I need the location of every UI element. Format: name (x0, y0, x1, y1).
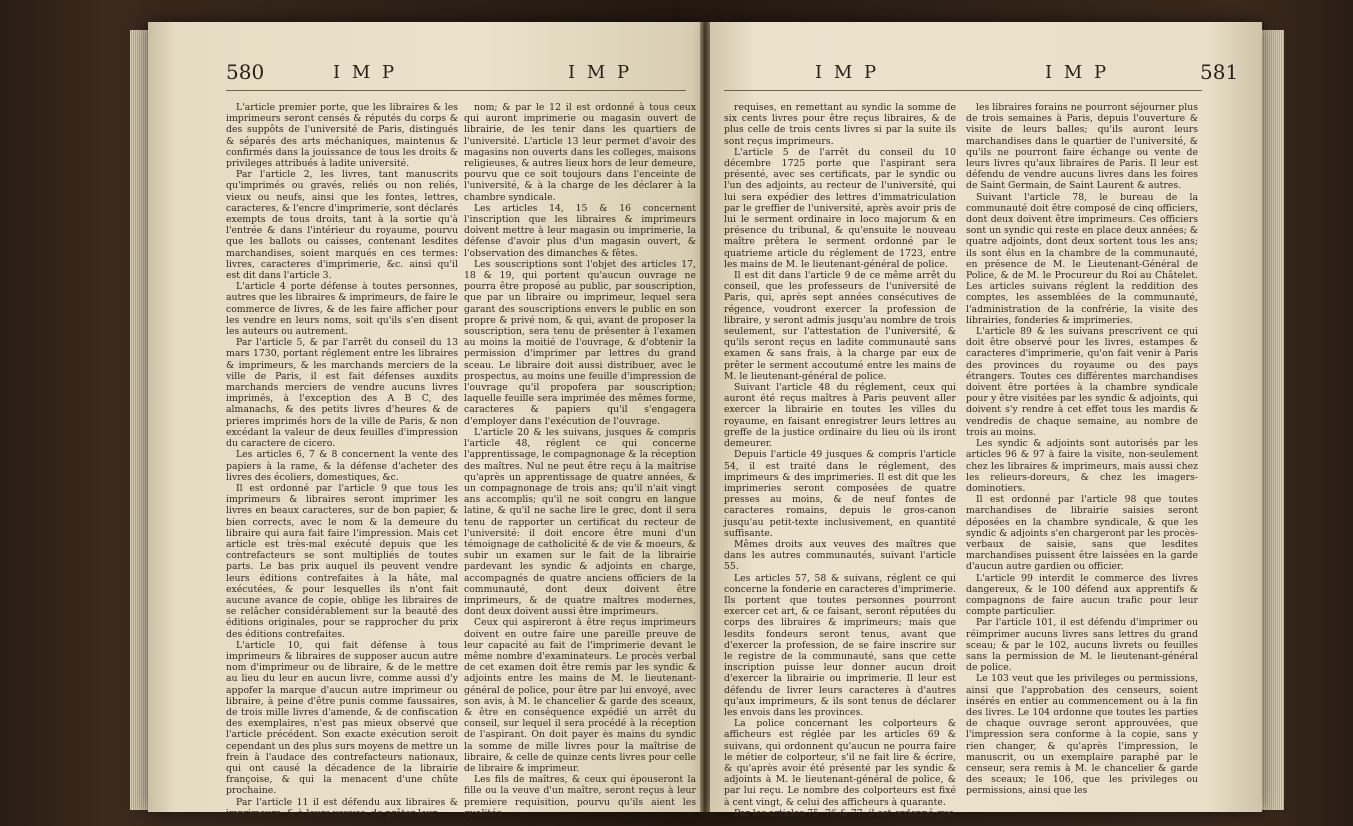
paragraph: Les fils de maîtres, & ceux qui épouseront la fille ou la veuve d'un maître, seront reçus à leur premiere requisition, pourvu qu'ils aient les qualités (464, 774, 696, 819)
running-head: I M P (1045, 62, 1110, 83)
paragraph: Par l'article 2, les livres, tant manuscrits qu'imprimés ou gravés, reliés ou non reliés, vieux ou neufs, ainsi que les fontes, lettres, caracteres, & l'encre d'imprimerie, sont déclarés exempts de tous droits, tant à la sortie qu'à l'entrée & dans l'intérieur du royaume, pourvu que les ballots ou caisses, contenant lesdites marchandises, soient marqués en ces termes: livres, caracteres d'imprimerie, &c. ainsi qu'il est dit dans l'article 3. (226, 169, 458, 282)
paragraph: L'article 10, qui fait défense à tous imprimeurs & libraires de supposer aucun autre nom d'imprimeur ou de libraire, & de le mettre au lieu du leur en aucun livre, comme aussi d'y appofer la marque d'aucun autre imprimeur ou libraire, à peine d'être punis comme faussaires, de trois mille livres d'amende, & de confiscation des exemplaires, n'est pas mieux observé que l'article précédent. Son exacte exécution seroit cependant un des plus surs moyens de mettre un frein à l'audace des contrefacteurs nationaux, qui ont causé la décadence de la librairie françoise, & qui la menacent d'une chûte prochaine. (226, 639, 458, 797)
paragraph: Mêmes droits aux veuves des maîtres que dans les autres communautés, suivant l'article 55. (724, 538, 956, 573)
paragraph: Par l'article 101, il est défendu d'imprimer ou réimprimer aucuns livres sans lettres du grand sceau; & par le 102, aucuns livrets ou feuilles sans la permission de M. le lieutenant-général de police. (966, 617, 1198, 674)
paragraph: Il est ordonné par l'article 98 que toutes marchandises de librairie saisies seront déposées en la chambre syndicale, & que les syndic & adjoints s'en chargeront par les procès-verbaux de saisie, sans que lesdites marchandises puissent être laissées en la garde d'aucun autre gardien ou officier. (966, 494, 1198, 573)
paragraph: L'article premier porte, que les libraires & les imprimeurs seront censés & réputés du corps & des suppôts de l'université de Paris, distingués & séparés des arts méchaniques, maintenus & confirmés dans la jouissance de tous les droits & privileges attribués à ladite université. (226, 102, 458, 170)
paragraph: les libraires forains ne pourront séjourner plus de trois semaines à Paris, depuis l'ouverture & visite de leurs balles; qu'ils auront leurs marchandises dans le quartier de l'université, & qu'ils ne pourront faire échange ou vente de leurs livres qu'aux libraires de Paris. Il leur est défendu de vendre aucuns livres dans les foires de Saint Germain, de Saint Laurent & autres. (966, 102, 1198, 192)
running-head: I M P (815, 62, 880, 83)
text-column-1 (226, 102, 458, 822)
paragraph: L'article 4 porte défense à toutes personnes, autres que les libraires & imprimeurs, de faire le commerce de livres, & de les faire afficher pour les vendre en leurs noms, soit qu'ils s'en disent les auteurs ou autrement. (226, 281, 458, 338)
text-column-2 (966, 102, 1198, 822)
paragraph: Il est ordonné par l'article 9 que tous les imprimeurs & libraires seront imprimer les livres en beaux caracteres, sur de bon papier, & bien corrects, avec le nom & la demeure du libraire qui aura fait faire l'impression. Mais cet article est très-mal exécuté depuis que les contrefacteurs se sont multipliés de toutes parts. Le bas prix auquel ils peuvent vendre leurs éditions contrefaites à la hâte, mal exécutées, & pour lesquelles ils n'ont fait aucune avance de copie, oblige les libraires de se relâcher considérablement sur la beauté des éditions originales, pour se rapprocher du prix des éditions contrefaites. (226, 482, 458, 640)
paragraph: Les articles 14, 15 & 16 concernent l'inscription que les libraires & imprimeurs doivent mettre à leur magasin ou imprimerie, la défense d'avoir plus d'un magasin ouvert, & l'observation des dimanches & fêtes. (464, 202, 696, 259)
header-rule (724, 90, 1202, 91)
running-head: I M P (568, 62, 633, 83)
right-page (710, 22, 1262, 819)
header-rule (226, 90, 686, 91)
paragraph: Suivant l'article 78, le bureau de la communauté doit être composé de cinq officiers, dont deux doivent être imprimeurs. Ces officiers sont un syndic qui reste en place deux années; & quatre adjoints, dont deux sortent tous les ans; ils sont élus en la chambre de la communauté, en présence de M. le Lieutenant-Général de Police, & de M. le Procureur du Roi au Châtelet. Les articles suivans réglent la reddition des comptes, les assemblées de la communauté, l'administration de la confrérie, la visite des librairies, fonderies & imprimeries. (966, 191, 1198, 326)
book-gutter (700, 22, 710, 812)
paragraph: L'article 99 interdit le commerce des livres dangereux, & le 100 défend aux apprentifs & compagnons de faire aucun trafic pour leur compte particulier. (966, 572, 1198, 618)
paragraph: requises, en remettant au syndic la somme de six cents livres pour être reçus libraires, & de plus celle de trois cents livres si par la suite ils sont reçus imprimeurs. (724, 102, 956, 147)
paragraph: La police concernant les colporteurs & afficheurs est réglée par les articles 69 & suivans, qui ordonnent qu'aucun ne pourra faire le métier de colporteur, s'il ne fait lire & écrire, & qu'après avoir été présenté par les syndic & adjoints à M. le lieutenant-général de police, & par lui reçu. Le nombre des colporteurs est fixé à cent vingt, & celui des afficheurs à quarante. (724, 718, 956, 808)
paragraph: nom; & par le 12 il est ordonné à tous ceux qui auront imprimerie ou magasin ouvert de librairie, de les tenir dans les quartiers de l'université. L'article 13 leur permet d'avoir des magasins non ouverts dans les colleges, maisons religieuses, & autres lieux hors de leur demeure, pourvu que ce soit toujours dans l'enceinte de l'université, & à la charge de les déclarer à la chambre syndicale. (464, 102, 696, 203)
text-column-2 (464, 102, 696, 822)
paragraph: L'article 89 & les suivans prescrivent ce qui doit être observé pour les livres, estampes & caracteres d'imprimerie, qu'on fait venir à Paris des provinces du royaume ou des pays étrangers. Toutes ces différentes marchandises doivent être portées à la chambre syndicale pour y être visitées par les syndic & adjoints, qui doivent s'y rendre à cet effet tous les mardis & vendredis de chaque semaine, au nombre de trois au moins. (966, 326, 1198, 438)
paragraph: Par l'article 5, & par l'arrêt du conseil du 13 mars 1730, portant réglement entre les libraires & imprimeurs, & les marchands merciers de la ville de Paris, il est fait défenses auxdits marchands merciers de vendre aucuns livres imprimés, à l'exception des A B C, des almanachs, & des petits livres d'heures & de prieres imprimés hors de la ville de Paris, & non excédant la valeur de deux feuilles d'impression du caractere de cicero. (226, 337, 458, 450)
paragraph: L'article 5 de l'arrêt du conseil du 10 décembre 1725 porte que l'aspirant sera présenté, avec ses certificats, par le syndic ou l'un des adjoints, au recteur de l'université, qui lui sera expédier des lettres d'immatriculation par le greffier de l'université, après avoir pris de lui le serment ordinaire in loco majorum & en présence du tribunal, & qu'ensuite le nouveau maître prêtera le serment ordonné par le quatrieme article du réglement de 1723, entre les mains de M. le lieutenant-général de police. (724, 146, 956, 270)
paragraph: Les syndic & adjoints sont autorisés par les articles 96 & 97 à faire la visite, non-seulement chez les libraires & imprimeurs, mais aussi chez les relieurs-doreurs, & chez les imagers-dominotiers. (966, 438, 1198, 494)
paragraph: Depuis l'article 49 jusques & compris l'article 54, il est traité dans le réglement, des imprimeurs & des imprimeries. Il est dit que les imprimeries seront composées de quatre presses au moins, & de neuf fontes de caracteres romains, depuis le gros-canon jusqu'au petit-texte inclusivement, en quantité suffisante. (724, 449, 956, 539)
paragraph: Il est dit dans l'article 9 de ce même arrêt du conseil, que les professeurs de l'université de Paris, qui, après sept années consécutives de régence, voudront exercer la profession de libraire, y seront admis jusqu'au nombre de trois seulement, sur l'attestation de l'université, & qu'ils seront reçus en ladite communauté sans examen & sans frais, à la charge par eux de prêter le serment accoutumé entre les mains de M. le lieutenant-général de police. (724, 270, 956, 382)
paragraph: Par les articles 75, 76 & 77, il est ordonné que (734, 807, 954, 819)
paragraph: Les souscriptions sont l'objet des articles 17, 18 & 19, qui portent qu'aucun ouvrage ne pourra être proposé au public, par souscription, que par un libraire ou imprimeur, lequel sera garant des souscriptions envers le public en son propre & privé nom, & qui, avant de proposer la souscription, sera tenu de présenter à l'examen au moins la moitié de l'ouvrage, & d'obtenir la permission d'imprimer par lettres du grand sceau. Le libraire doit aussi distribuer, avec le prospectus, au moins une feuille d'impression de l'ouvrage qu'il propofera par souscription; laquelle feuille sera imprimée des mêmes forme, caracteres & papiers qu'il s'engagera d'employer dans l'exécution de l'ouvrage. (464, 258, 696, 427)
right-page-edges (1262, 30, 1284, 810)
paragraph: Les articles 6, 7 & 8 concernent la vente des papiers à la rame, & la défense d'acheter des livres des écoliers, domestiques, &c. (226, 449, 458, 483)
paragraph: Suivant l'article 48 du réglement, ceux qui auront été reçus maîtres à Paris peuvent aller exercer la librairie en toutes les villes du royaume, en faisant enregistrer leurs lettres au greffe de la justice ordinaire du lieu où ils iront demeurer. (724, 382, 956, 450)
page-number-left: 580 (226, 60, 265, 84)
paragraph: Les articles 57, 58 & suivans, réglent ce qui concerne la fonderie en caracteres d'imprimerie. Ils portent que toutes personnes pourront exercer cet art, & ce faisant, seront réputées du corps des libraires & imprimeurs; mais que lesdits fondeurs seront tenus, avant que d'exercer la profession, de se faire inscrire sur le registre de la communauté, sans que cette inscription puisse leur donner aucun droit d'exercer la librairie ou imprimerie. Il leur est défendu de livrer leurs caracteres à d'autres qu'aux imprimeurs, & ils sont tenus de déclarer les envois dans les provinces. (724, 572, 956, 718)
page-number-right: 581 (1200, 60, 1239, 84)
paragraph: L'article 20 & les suivans, jusques & compris l'article 48, réglent ce qui concerne l'apprentissage, le compagnonage & la réception des maîtres. Nul ne peut être reçu à la maîtrise qu'après un apprentissage de quatre années, & un compagnonage de trois ans; qu'il n'ait vingt ans accomplis; qu'il ne soit congru en langue latine, & qu'il ne sache lire le grec, dont il sera tenu de rapporter un certificat du recteur de l'université: il doit encore être muni d'un témoignage de catholicité & de vie & moeurs, & subir un examen sur le fait de la librairie pardevant les syndic & adjoints en charge, accompagnés de quatre anciens officiers de la communauté, dont deux doivent être imprimeurs, & de quatre maîtres modernes, dont deux doivent aussi être imprimeurs. (464, 426, 696, 618)
paragraph: Par l'article 11 il est défendu aux libraires & imprimeurs, & à leurs veuves, de prêter leur (226, 796, 458, 819)
left-page (148, 22, 700, 819)
text-column-1 (724, 102, 956, 822)
paragraph: Le 103 veut que les privileges ou permissions, ainsi que l'approbation des censeurs, soient insérés en entier au commencement ou à la fin des livres. Le 104 ordonne que toutes les parties de chaque ouvrage seront approuvées, que l'impression sera conforme à la copie, sans y rien changer, & qu'après l'impression, le manuscrit, ou un exemplaire paraphé par le censeur, sera remis à M. le chancelier & garde des sceaux; le 106, que les privileges ou permissions, ainsi que les (966, 673, 1198, 797)
left-page-edges (130, 30, 150, 810)
paragraph: Ceux qui aspireront à être reçus imprimeurs doivent en outre faire une pareille preuve de leur capacité au fait de l'imprimerie devant le même nombre d'examinateurs. Le procès verbal de cet examen doit être remis par les syndic & adjoints entre les mains de M. le lieutenant-général de police, pour être par lui envoyé, avec son avis, à M. le chancelier & garde des sceaux, & être en conséquence expédié un arrêt du conseil, sur lequel il sera procédé à la réception de l'aspirant. On doit payer ès mains du syndic la somme de mille livres pour la maîtrise de libraire, & celle de quinze cents livres pour celle de libraire & imprimeur. (464, 617, 696, 774)
running-head: I M P (333, 62, 398, 83)
